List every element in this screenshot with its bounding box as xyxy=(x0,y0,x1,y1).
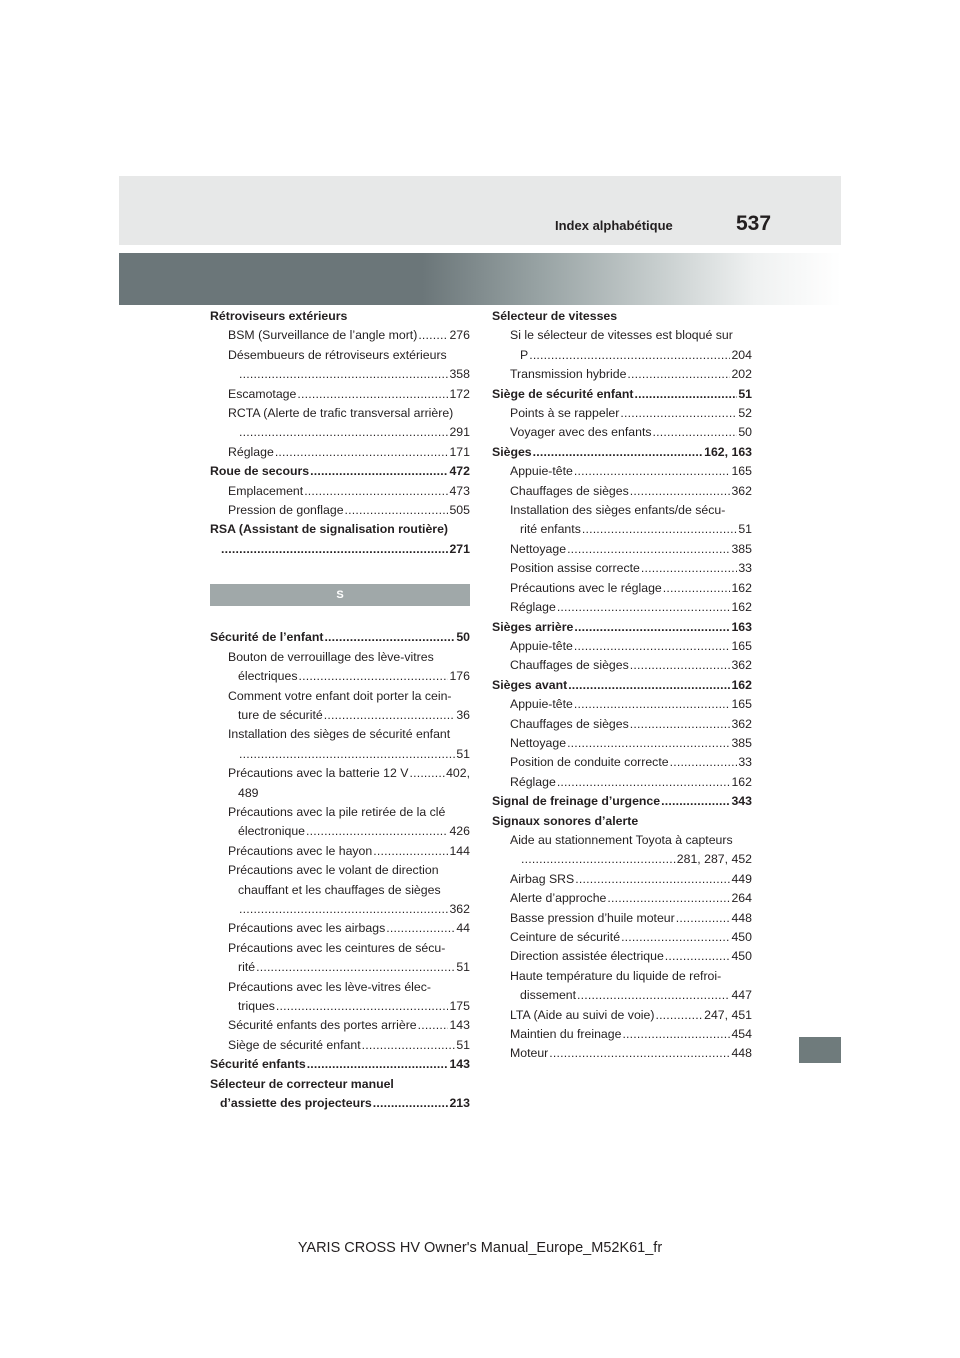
entry-page-ref: 450 xyxy=(731,930,752,944)
entry-page-ref: 291 xyxy=(449,425,470,440)
index-entry: Précautions avec la pile retirée de la clé xyxy=(228,804,446,819)
dot-leader xyxy=(239,900,448,919)
index-entry xyxy=(210,997,470,1016)
index-entry xyxy=(492,637,752,656)
dot-leader xyxy=(577,986,730,1005)
dot-leader xyxy=(239,423,448,442)
dot-leader xyxy=(307,1055,449,1074)
entry-term: Sécurité de l’enfant xyxy=(210,630,324,645)
entry-term: Réglage xyxy=(510,774,556,789)
dot-leader xyxy=(276,997,449,1016)
index-entry xyxy=(210,365,470,384)
dot-leader xyxy=(373,1094,449,1113)
dot-leader xyxy=(568,676,730,695)
entry-page-ref: 172 xyxy=(449,386,470,401)
entry-page-ref: 51 xyxy=(456,960,470,975)
entry-term: électriques xyxy=(238,669,298,684)
entry-page-ref: 175 xyxy=(449,999,470,1013)
entry-term: Transmission hybride xyxy=(510,367,627,382)
entry-page-ref: 165 xyxy=(731,638,752,653)
dot-leader xyxy=(627,365,730,384)
entry-page-ref: 385 xyxy=(731,735,752,750)
index-column-right xyxy=(492,307,752,1064)
entry-term: Réglage xyxy=(228,444,274,459)
index-entry xyxy=(210,764,470,783)
dot-leader xyxy=(306,822,448,841)
dot-leader xyxy=(304,482,448,501)
index-entry xyxy=(492,1006,752,1025)
entry-term: Appuie-tête xyxy=(510,638,573,653)
entry-term: Signal de freinage d’urgence xyxy=(492,794,661,809)
entry-term: Pression de gonflage xyxy=(228,503,344,518)
index-entry xyxy=(492,676,752,695)
chapter-gradient-bar xyxy=(119,253,841,305)
index-entry xyxy=(210,1094,470,1113)
dot-leader xyxy=(665,947,731,966)
entry-page-ref: 202 xyxy=(731,367,752,382)
entry-page-ref: 271 xyxy=(449,541,470,556)
entry-term: LTA (Aide au suivi de voie) xyxy=(510,1007,655,1022)
dot-leader xyxy=(630,482,731,501)
page-number: 537 xyxy=(736,212,772,235)
index-entry xyxy=(492,598,752,617)
entry-page-ref: 385 xyxy=(731,541,752,556)
entry-term: Précautions avec le hayon xyxy=(228,843,373,858)
entry-term: Précautions avec le réglage xyxy=(510,580,662,595)
entry-term: BSM (Surveillance de l’angle mort) xyxy=(228,328,418,343)
entry-term: Siège de sécurité enfant xyxy=(492,386,634,401)
dot-leader xyxy=(574,462,731,481)
index-entry: Installation des sièges de sécurité enfant xyxy=(228,727,451,742)
dot-leader xyxy=(418,1016,449,1035)
dot-leader xyxy=(676,909,731,928)
index-entry xyxy=(210,385,470,404)
index-entry xyxy=(492,365,752,384)
entry-page-ref: 362 xyxy=(731,716,752,731)
entry-page-ref: 362 xyxy=(731,483,752,498)
entry-term: Voyager avec des enfants xyxy=(510,425,652,440)
entry-term: Sécurité enfants des portes arrière xyxy=(228,1018,417,1033)
index-entry xyxy=(210,540,470,559)
entry-page-ref: 171 xyxy=(449,444,470,459)
index-entry xyxy=(492,618,752,637)
entry-term: Sièges arrière xyxy=(492,619,574,634)
index-entry xyxy=(492,947,752,966)
letter-band-s: S xyxy=(210,584,470,606)
entry-page-ref: 51 xyxy=(456,746,470,761)
entry-page-ref: 281, 287, 452 xyxy=(676,852,752,867)
entry-page-ref: 402, xyxy=(446,766,470,781)
entry-page-ref: 448 xyxy=(731,910,752,925)
index-entry xyxy=(492,1025,752,1044)
index-entry: Comment votre enfant doit porter la cein- xyxy=(228,688,452,703)
dot-leader xyxy=(310,462,448,481)
entry-term: rité enfants xyxy=(520,522,581,537)
index-entry xyxy=(492,889,752,908)
index-entry xyxy=(492,928,752,947)
entry-page-ref: 165 xyxy=(731,464,752,479)
entry-term: Alerte d’approche xyxy=(510,891,607,906)
entry-page-ref: 276 xyxy=(449,328,470,343)
entry-term: Nettoyage xyxy=(510,541,567,556)
entry-page-ref: 33 xyxy=(738,755,752,770)
index-entry: Désembueurs de rétroviseurs extérieurs xyxy=(228,347,447,362)
entry-term: dissement xyxy=(520,988,577,1003)
index-entry xyxy=(492,520,752,539)
index-entry xyxy=(492,443,752,462)
index-entry: Précautions avec les ceintures de sécu- xyxy=(228,940,446,955)
index-entry xyxy=(210,482,470,501)
entry-term: Sièges xyxy=(492,444,532,459)
entry-term: Précautions avec la batterie 12 V xyxy=(228,766,409,781)
dot-leader xyxy=(521,850,676,869)
dot-leader xyxy=(386,919,455,938)
entry-page-ref: 50 xyxy=(456,630,470,645)
index-entry xyxy=(492,1044,752,1063)
dot-leader xyxy=(661,792,730,811)
entry-page-ref: 143 xyxy=(449,1057,470,1072)
dot-leader xyxy=(324,706,456,725)
index-entry xyxy=(210,326,470,345)
entry-page-ref: 264 xyxy=(731,891,752,906)
index-group-r xyxy=(210,307,470,559)
index-entry: RSA (Assistant de signalisation routière) xyxy=(210,522,449,537)
entry-page-ref: 162 xyxy=(731,580,752,595)
dot-leader xyxy=(529,346,730,365)
index-entry xyxy=(492,986,752,1005)
dot-leader xyxy=(670,753,738,772)
index-entry xyxy=(210,443,470,462)
entry-page-ref: 33 xyxy=(738,561,752,576)
entry-page-ref: 163 xyxy=(731,619,752,634)
dot-leader xyxy=(549,1044,730,1063)
entry-page-ref: 162 xyxy=(731,774,752,789)
dot-leader xyxy=(567,734,730,753)
index-entry xyxy=(210,900,470,919)
entry-term: Points à se rappeler xyxy=(510,406,620,421)
dot-leader xyxy=(575,870,730,889)
index-entry xyxy=(210,423,470,442)
entry-page-ref: 505 xyxy=(449,503,470,518)
entry-term: Direction assistée électrique xyxy=(510,949,664,964)
index-entry xyxy=(210,919,470,938)
index-entry xyxy=(492,773,752,792)
entry-term: Réglage xyxy=(510,600,556,615)
dot-leader xyxy=(557,773,731,792)
entry-page-ref: 358 xyxy=(449,367,470,382)
entry-term: Appuie-tête xyxy=(510,697,573,712)
entry-term: Moteur xyxy=(510,1046,549,1061)
entry-term: Précautions avec les airbags xyxy=(228,921,386,936)
index-entry xyxy=(492,656,752,675)
dot-leader xyxy=(373,842,448,861)
dot-leader xyxy=(345,501,449,520)
entry-term: P xyxy=(520,347,529,362)
entry-term: Basse pression d’huile moteur xyxy=(510,910,675,925)
dot-leader xyxy=(607,889,730,908)
index-entry: Signaux sonores d’alerte xyxy=(492,813,639,828)
index-entry xyxy=(492,850,752,869)
entry-term: Roue de secours xyxy=(210,464,310,479)
index-entry: 489 xyxy=(238,785,259,800)
entry-term: Position assise correcte xyxy=(510,561,640,576)
entry-term: Siège de sécurité enfant xyxy=(228,1037,361,1052)
dot-leader xyxy=(567,540,730,559)
dot-leader xyxy=(297,385,448,404)
entry-term: Position de conduite correcte xyxy=(510,755,669,770)
entry-page-ref: 162 xyxy=(731,677,752,692)
header-band xyxy=(119,176,841,245)
index-entry xyxy=(492,579,752,598)
entry-term: Chauffages de sièges xyxy=(510,716,629,731)
entry-page-ref: 343 xyxy=(731,794,752,809)
index-entry xyxy=(492,715,752,734)
index-entry xyxy=(492,346,752,365)
entry-page-ref: 52 xyxy=(738,406,752,421)
dot-leader xyxy=(418,326,448,345)
dot-leader xyxy=(221,540,448,559)
thumb-index-tab xyxy=(799,1037,841,1063)
index-entry xyxy=(210,1036,470,1055)
index-entry xyxy=(210,745,470,764)
index-entry xyxy=(210,842,470,861)
dot-leader xyxy=(557,598,731,617)
dot-leader xyxy=(630,715,731,734)
index-entry xyxy=(210,958,470,977)
index-entry: Rétroviseurs extérieurs xyxy=(210,309,348,323)
index-entry xyxy=(492,909,752,928)
index-entry: Précautions avec les lève-vitres élec- xyxy=(228,979,431,994)
entry-term: Appuie-tête xyxy=(510,464,573,479)
dot-leader xyxy=(653,423,738,442)
entry-term: Airbag SRS xyxy=(510,871,575,886)
section-title: Index alphabétique xyxy=(555,218,673,233)
entry-page-ref: 447 xyxy=(731,988,752,1003)
dot-leader xyxy=(239,745,455,764)
entry-term: Ceinture de sécurité xyxy=(510,930,621,944)
dot-leader xyxy=(655,1006,703,1025)
index-entry xyxy=(492,870,752,889)
dot-leader xyxy=(620,404,737,423)
index-group-s xyxy=(210,628,470,1113)
entry-page-ref: 50 xyxy=(738,425,752,440)
entry-term: Escamotage xyxy=(228,386,297,401)
footer-manual-id: YARIS CROSS HV Owner's Manual_Europe_M52K61_fr xyxy=(297,1240,663,1256)
entry-page-ref: 51 xyxy=(738,386,752,401)
index-entry xyxy=(492,404,752,423)
dot-leader xyxy=(663,579,731,598)
index-entry xyxy=(492,540,752,559)
dot-leader xyxy=(298,667,448,686)
entry-term: d’assiette des projecteurs xyxy=(220,1096,372,1111)
dot-leader xyxy=(634,385,737,404)
index-entry xyxy=(492,559,752,578)
entry-page-ref: 51 xyxy=(738,522,752,537)
dot-leader xyxy=(409,764,445,783)
entry-page-ref: 472 xyxy=(449,464,470,479)
dot-leader xyxy=(630,656,731,675)
index-entry xyxy=(492,734,752,753)
dot-leader xyxy=(582,520,737,539)
dot-leader xyxy=(324,628,455,647)
index-entry: Sélecteur de vitesses xyxy=(492,309,618,323)
entry-page-ref: 162, 163 xyxy=(704,444,752,459)
index-entry xyxy=(492,792,752,811)
dot-leader xyxy=(239,365,448,384)
entry-page-ref: 448 xyxy=(731,1046,752,1061)
index-entry xyxy=(210,1016,470,1035)
dot-leader xyxy=(574,618,730,637)
index-entry: Si le sélecteur de vitesses est bloqué sur xyxy=(510,328,733,343)
index-entry: Sélecteur de correcteur manuel xyxy=(210,1076,394,1091)
entry-page-ref: 204 xyxy=(731,347,752,362)
dot-leader xyxy=(275,443,449,462)
entry-page-ref: 426 xyxy=(449,824,470,839)
entry-term: rité xyxy=(238,960,256,975)
entry-term: triques xyxy=(238,999,275,1013)
index-entry: chauffant et les chauffages de sièges xyxy=(238,882,441,897)
index-entry: Bouton de verrouillage des lève-vitres xyxy=(228,649,434,664)
index-entry xyxy=(492,753,752,772)
entry-term: Chauffages de sièges xyxy=(510,483,629,498)
dot-leader xyxy=(533,443,703,462)
dot-leader xyxy=(574,637,731,656)
entry-page-ref: 362 xyxy=(449,901,470,916)
entry-page-ref: 143 xyxy=(449,1018,470,1033)
index-entry xyxy=(210,667,470,686)
index-entry xyxy=(492,482,752,501)
index-entry xyxy=(492,695,752,714)
index-entry: Aide au stationnement Toyota à capteurs xyxy=(510,832,733,847)
dot-leader xyxy=(621,928,730,947)
entry-page-ref: 247, 451 xyxy=(704,1007,752,1022)
index-group-s-continued xyxy=(492,307,752,1064)
entry-page-ref: 36 xyxy=(456,707,470,722)
index-entry: RCTA (Alerte de trafic transversal arrière) xyxy=(228,406,454,421)
entry-term: Nettoyage xyxy=(510,735,567,750)
entry-page-ref: 144 xyxy=(449,843,470,858)
index-column-left xyxy=(210,307,470,1113)
entry-page-ref: 162 xyxy=(731,600,752,615)
entry-term: ture de sécurité xyxy=(238,707,323,722)
dot-leader xyxy=(362,1036,456,1055)
index-entry: Installation des sièges enfants/de sécu- xyxy=(510,503,726,518)
index-entry xyxy=(210,501,470,520)
entry-page-ref: 176 xyxy=(449,669,470,684)
entry-term: Sécurité enfants xyxy=(210,1057,306,1072)
entry-page-ref: 165 xyxy=(731,697,752,712)
entry-page-ref: 454 xyxy=(731,1027,752,1042)
index-entry xyxy=(210,462,470,481)
index-entry: Haute température du liquide de refroi- xyxy=(510,968,722,983)
entry-page-ref: 44 xyxy=(456,921,470,936)
index-entry xyxy=(210,706,470,725)
entry-page-ref: 51 xyxy=(456,1037,470,1052)
index-entry xyxy=(210,628,470,647)
entry-term: électronique xyxy=(238,824,305,839)
index-entry xyxy=(492,385,752,404)
entry-page-ref: 473 xyxy=(449,483,470,498)
dot-leader xyxy=(574,695,731,714)
entry-term: Chauffages de sièges xyxy=(510,658,629,673)
index-entry xyxy=(492,423,752,442)
dot-leader xyxy=(641,559,737,578)
index-entry xyxy=(492,462,752,481)
entry-term: Sièges avant xyxy=(492,677,568,692)
entry-term: Maintien du freinage xyxy=(510,1027,622,1042)
entry-page-ref: 362 xyxy=(731,658,752,673)
entry-page-ref: 213 xyxy=(449,1096,470,1111)
entry-term: Emplacement xyxy=(228,483,304,498)
index-entry xyxy=(210,1055,470,1074)
entry-page-ref: 449 xyxy=(731,871,752,886)
dot-leader xyxy=(622,1025,730,1044)
index-entry: Précautions avec le volant de direction xyxy=(228,863,439,878)
entry-page-ref: 450 xyxy=(731,949,752,964)
index-entry xyxy=(210,822,470,841)
dot-leader xyxy=(256,958,455,977)
